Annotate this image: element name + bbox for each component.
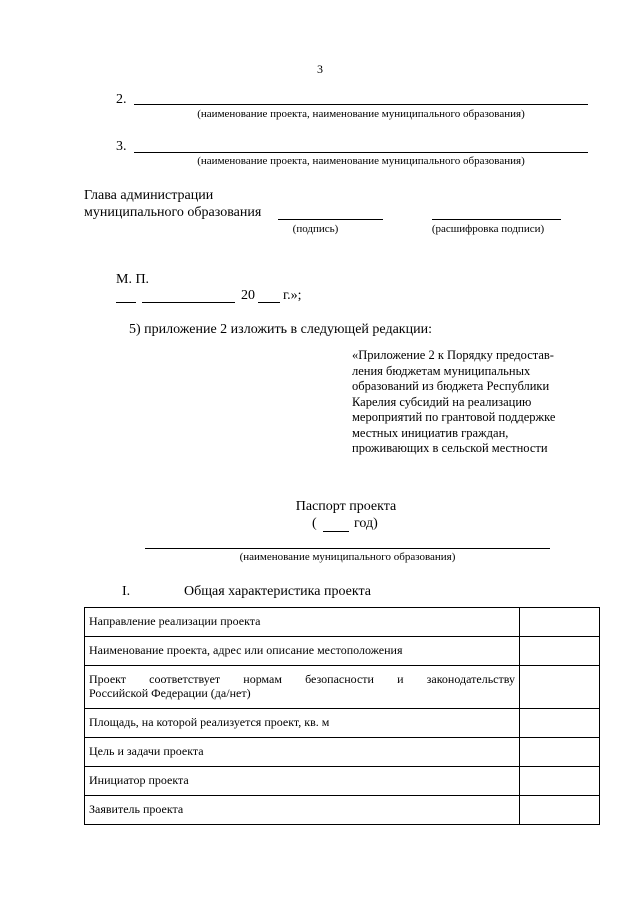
municipality-caption: (наименование муниципального образования) — [239, 551, 456, 563]
row-label: Наименование проекта, адрес или описание местоположения — [85, 637, 520, 666]
section-numeral: I. — [122, 584, 131, 599]
row-label: Направление реализации проекта — [85, 608, 520, 637]
row-value — [520, 608, 600, 637]
appendix-line-4: Карелия субсидий на реализацию — [352, 394, 532, 409]
row-label: Инициатор проекта — [85, 767, 520, 796]
passport-year-open: ( — [312, 516, 317, 531]
date-year-prefix: 20 — [241, 288, 255, 303]
signature-decode-line — [432, 219, 561, 220]
section-title: Общая характеристика проекта — [184, 584, 371, 599]
row-value — [520, 767, 600, 796]
municipality-line — [145, 548, 550, 549]
table-row — [85, 796, 600, 825]
date-suffix: г.»; — [283, 288, 302, 303]
row-label: Заявитель проекта — [85, 796, 520, 825]
appendix-line-1: «Приложение 2 к Порядку предостав- — [352, 348, 554, 362]
signature-decode-caption: (расшифровка подписи) — [431, 223, 545, 235]
project-caption-3: (наименование проекта, наименование муниципального образования) — [197, 155, 525, 167]
passport-year-line — [323, 531, 349, 532]
appendix-line-2: ления бюджетам муниципальных — [352, 363, 531, 378]
row-value — [520, 666, 600, 709]
page-number: 3 — [317, 62, 323, 76]
project-name-line-2 — [134, 104, 588, 105]
project-name-line-3 — [134, 152, 588, 153]
table-row — [85, 738, 600, 767]
project-number-2: 2. — [116, 92, 127, 107]
row-value — [520, 738, 600, 767]
project-number-3: 3. — [116, 139, 127, 154]
appendix-line-3: образований из бюджета Республики — [352, 379, 550, 393]
date-year-line — [258, 302, 280, 303]
table-row — [85, 637, 600, 666]
signature-caption: (подпись) — [292, 223, 339, 235]
signature-line — [278, 219, 383, 220]
passport-year-close: год) — [354, 516, 378, 531]
appendix-line-5: мероприятий по грантовой поддержке — [352, 410, 556, 424]
row-label-line-2: Российской Федерации (да/нет) — [89, 686, 251, 700]
date-month-line — [142, 302, 235, 303]
row-value — [520, 637, 600, 666]
appendix-line-7: проживающих в сельской местности — [352, 441, 548, 455]
row-value — [520, 796, 600, 825]
stamp-mark: М. П. — [116, 272, 150, 287]
table-row — [85, 767, 600, 796]
head-title-line1: Глава администрации — [84, 188, 214, 203]
table-row — [85, 608, 600, 637]
table-row — [85, 666, 600, 709]
appendix-heading — [352, 348, 602, 457]
row-label-line-1: Проект соответствует нормам безопасности и законодательству — [89, 672, 515, 686]
row-label: Площадь, на которой реализуется проект, кв. м — [85, 709, 520, 738]
item-5-text: 5) приложение 2 изложить в следующей редакции: — [129, 322, 432, 337]
appendix-line-6: местных инициатив граждан, — [352, 425, 509, 440]
head-title-line2: муниципального образования — [84, 205, 262, 220]
row-value — [520, 709, 600, 738]
passport-title: Паспорт проекта — [295, 499, 397, 514]
table-row — [85, 709, 600, 738]
project-caption-2: (наименование проекта, наименование муниципального образования) — [197, 108, 525, 120]
date-day-line — [116, 302, 136, 303]
row-label — [85, 666, 520, 709]
row-label: Цель и задачи проекта — [85, 738, 520, 767]
project-characteristics-table — [84, 607, 600, 825]
